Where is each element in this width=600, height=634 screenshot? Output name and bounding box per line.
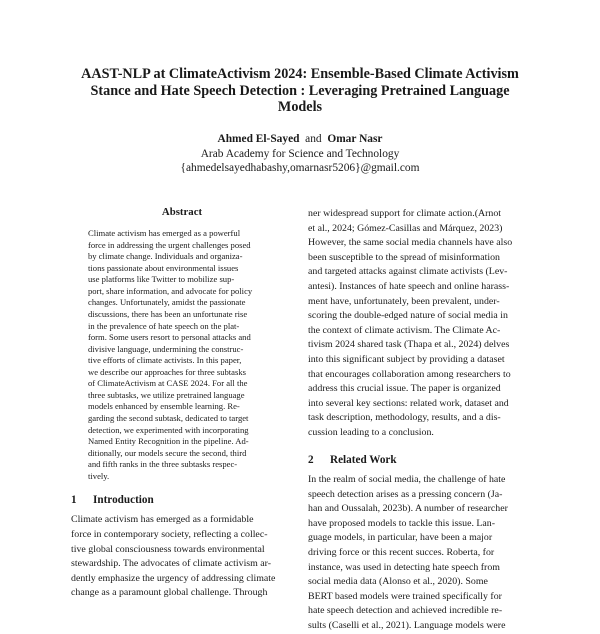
text-line: force in addressing the urgent challenges posed: [88, 239, 251, 250]
text-line: speech detection arises as a pressing concern (Ja-: [308, 488, 503, 500]
section-title: Introduction: [93, 494, 154, 507]
text-line: force in contemporary society, reflecting a collec-: [71, 529, 268, 541]
paper-title: [60, 66, 540, 116]
text-line: into several key sections: related work, dataset and: [308, 397, 509, 409]
text-line: ditionally, our models secure the second, third: [88, 447, 247, 458]
author-1: Ahmed El-Sayed: [217, 133, 300, 145]
text-line: scoring the double-edged nature of social media in: [308, 310, 508, 322]
text-line: stewardship. The advocates of climate activism ar-: [71, 558, 272, 570]
text-line: discussions, there has been an unfortunate rise: [88, 309, 248, 320]
section-title: Related Work: [330, 453, 397, 466]
section-number: 1: [71, 494, 77, 507]
text-line: cussion leading to a conclusion.: [308, 426, 434, 438]
text-line: guage models, in particular, have been a major: [308, 532, 493, 544]
text-line: driving force or this recent succes. Roberta, for: [308, 547, 495, 559]
text-line: use platforms like Twitter to mobilize sup-: [88, 274, 235, 285]
text-line: ment have, unfortunately, been prevalent, under-: [308, 295, 500, 307]
text-line: However, the same social media channels have also: [308, 237, 513, 249]
text-line: the context of climate activism. The Climate Ac-: [308, 324, 501, 336]
text-line: in the prevalence of hate speech on the plat-: [88, 320, 240, 331]
text-line: address this crucial issue. The paper is organized: [308, 383, 501, 395]
introduction-continued: [308, 207, 531, 441]
text-line: models enhanced by ensemble learning. Re-: [88, 401, 240, 412]
right-column: [308, 207, 531, 634]
section-number: 2: [308, 453, 314, 466]
text-line: tively.: [88, 470, 110, 481]
text-line: hate speech detection and achieved incredible re-: [308, 605, 503, 617]
text-line: been susceptible to the spread of misinformation: [308, 251, 500, 263]
text-line: In the realm of social media, the challenge of hate: [308, 474, 506, 486]
section-heading-introduction: [71, 494, 293, 507]
text-line: and targeted attacks against climate activists (Lev-: [308, 266, 508, 278]
title-line: Stance and Hate Speech Detection : Leveraging Pretrained Language: [90, 82, 510, 99]
abstract-body: [88, 228, 280, 482]
text-line: instance, was used in detecting hate speech from: [308, 561, 500, 573]
text-line: social media data (Alonso et al., 2020). Some: [308, 576, 488, 588]
title-line: AAST-NLP at ClimateActivism 2024: Ensemble-Based Climate Activism: [81, 66, 519, 82]
text-line: changes. Unfortunately, amidst the passionate: [88, 297, 246, 308]
text-line: detection, we experimented with incorporating: [88, 424, 249, 435]
author-block: [60, 132, 540, 176]
text-line: han and Oussalah, 2023b). A number of researcher: [308, 503, 508, 515]
author-2: Omar Nasr: [327, 133, 383, 145]
text-line: BERT based models were trained specifically for: [308, 590, 502, 602]
section-heading-related-work: [308, 453, 531, 468]
text-line: of ClimateActivism at CASE 2024. For all the: [88, 378, 248, 389]
text-line: Climate activism has emerged as a powerful: [88, 228, 241, 239]
text-line: et al., 2024; Gómez-Casillas and Márquez, 2023): [308, 222, 503, 234]
author-names: [60, 132, 540, 147]
text-line: task description, methodology, results, and a dis-: [308, 412, 501, 424]
author-emails: {ahmedelsayedhabashy,omarnasr5206}@gmail.com: [180, 162, 420, 174]
author-conjunction: and: [305, 133, 322, 145]
text-line: by climate change. Individuals and organiza-: [88, 251, 243, 262]
related-work-paragraph: [308, 473, 531, 634]
text-line: sults (Caselli et al., 2021). Language models were: [308, 620, 506, 632]
introduction-paragraph: [71, 513, 293, 601]
text-line: and fifth ranks in the three subtasks respec-: [88, 459, 238, 470]
abstract-heading: Abstract: [161, 206, 203, 218]
left-column: [71, 206, 293, 601]
text-line: that encourages collaboration among researchers to: [308, 368, 511, 380]
text-line: tive efforts of climate activists. In this paper,: [88, 355, 242, 366]
text-line: into this significant subject by providing a dataset: [308, 353, 505, 365]
text-line: antesi). Instances of hate speech and online harass-: [308, 280, 510, 292]
text-line: three subtasks, we utilize pretrained language: [88, 389, 245, 400]
text-line: tive global consciousness towards environmental: [71, 543, 265, 555]
text-line: garding the second subtask, dedicated to target: [88, 412, 249, 423]
text-line: ner widespread support for climate action.(Arnot: [308, 208, 502, 219]
text-line: have proposed models to tackle this issue. Lan-: [308, 517, 496, 529]
text-line: form. Some users resort to personal attacks and: [88, 332, 251, 343]
text-line: tivism 2024 shared task (Thapa et al., 2024) delves: [308, 339, 510, 351]
title-line: Models: [277, 99, 323, 115]
text-line: change as a paramount global challenge. Through: [71, 587, 268, 599]
text-line: we describe our approaches for three subtasks: [88, 366, 246, 377]
text-line: dently emphasize the urgency of addressing climate: [71, 572, 276, 584]
text-line: divisive language, undermining the construc-: [88, 343, 244, 354]
affiliation: Arab Academy for Science and Technology: [200, 147, 400, 160]
text-line: tions passionate about environmental issues: [88, 262, 239, 273]
text-line: Climate activism has emerged as a formidable: [71, 514, 254, 526]
text-line: port, share information, and advocate for policy: [88, 285, 253, 296]
text-line: Named Entity Recognition in the pipeline. Ad-: [88, 436, 249, 447]
